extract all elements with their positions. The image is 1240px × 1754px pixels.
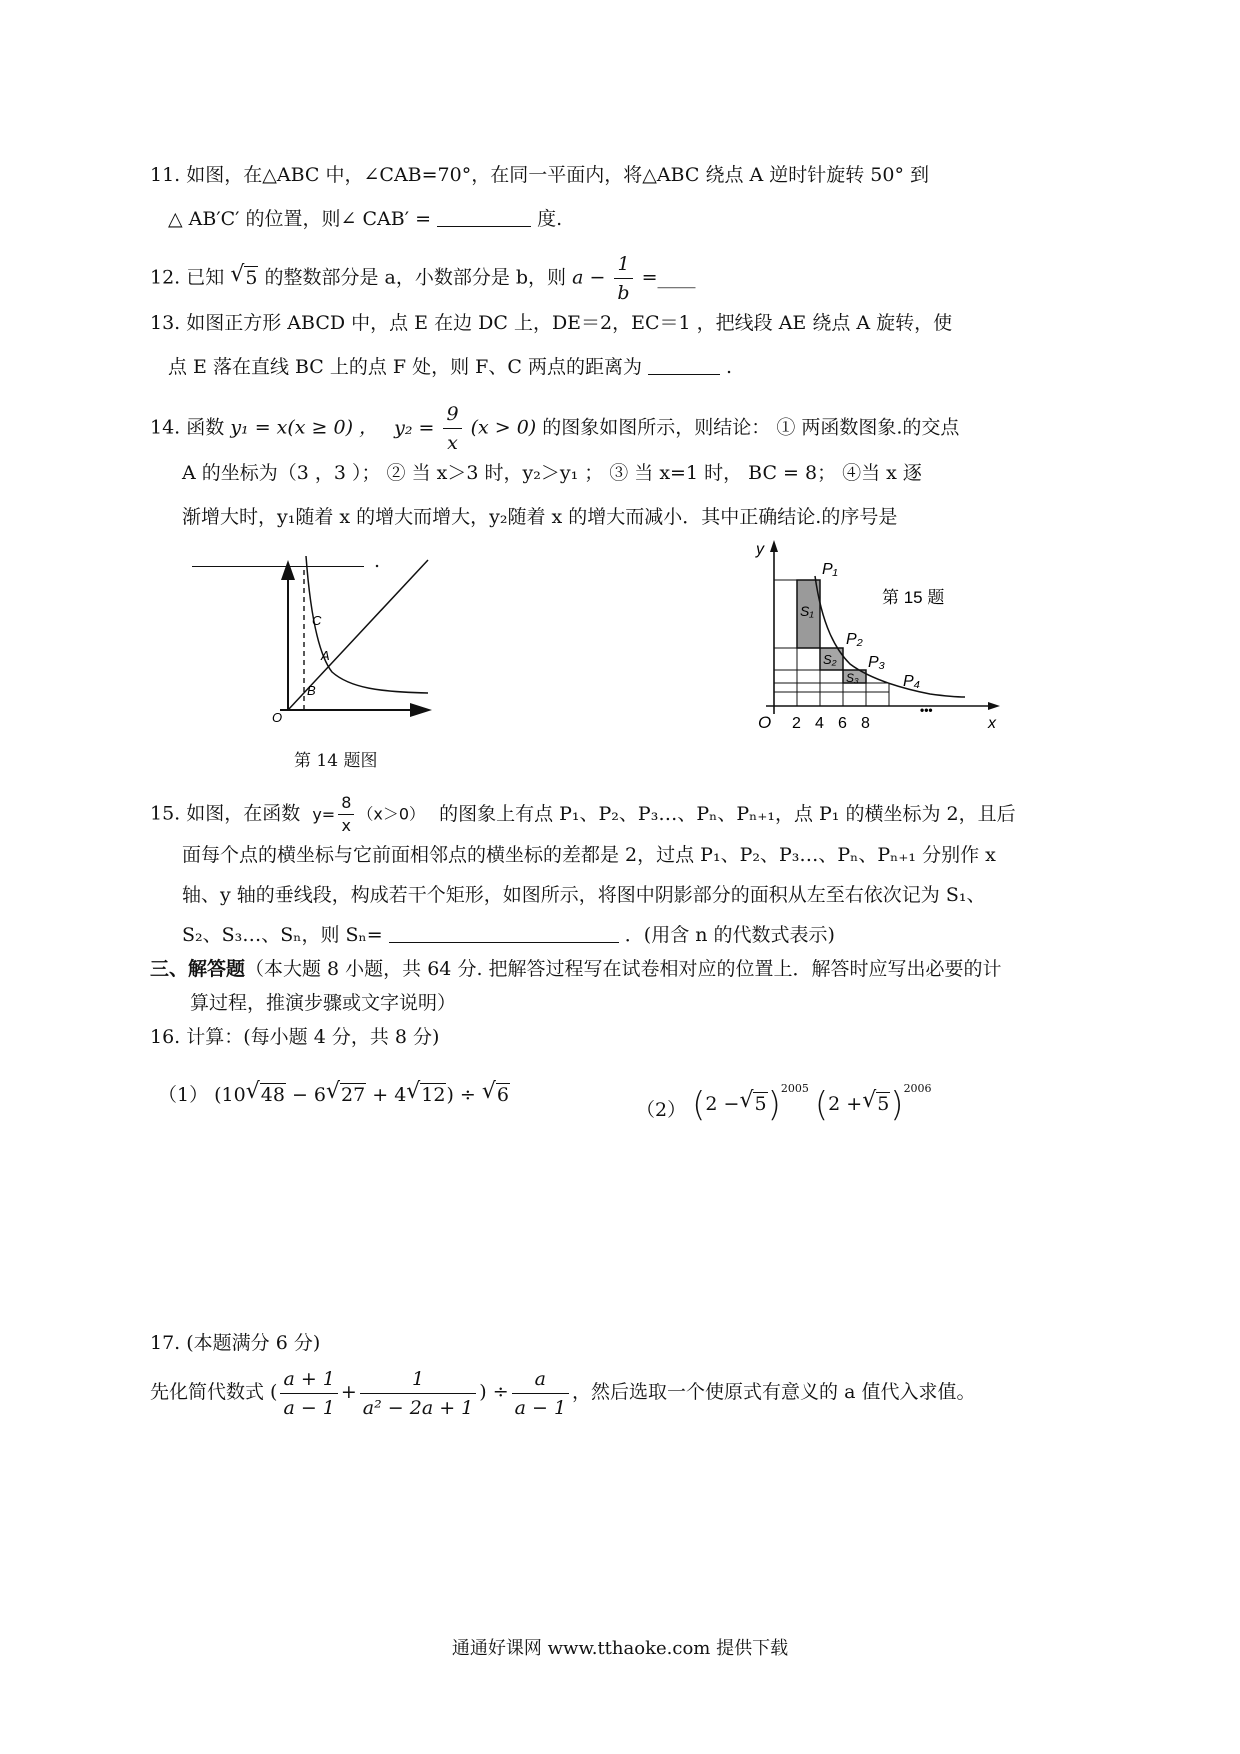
q14-cond: (x > 0) [470,416,537,439]
q16-radicand-6: 6 [496,1084,509,1106]
q11-line2 [168,206,562,232]
q17-f2-den: a² − 2a + 1 [362,1396,474,1419]
fig15-label-p1: P₁ [822,561,838,578]
q15-line4 [182,922,835,948]
q13-answer-blank[interactable] [648,354,720,375]
q14-line1 [150,400,959,457]
q11-line2-text: △ AB′C′ 的位置，则∠ CAB′ = [168,208,438,230]
q14-y2: y₂ = [394,416,435,439]
q17-f3-den: a − 1 [514,1396,567,1419]
q12-expr-a: a − [572,266,606,289]
q14-frac-den: x [447,432,458,454]
fig15-label-p3: P₃ [868,654,886,671]
q12-pre: 12. 已知 [150,266,225,289]
q16-sqrt-12 [406,1082,446,1108]
q11-line1: 11. 如图，在△ABC 中，∠CAB=70°，在同一平面内，将△ABC 绕点 A 逆时针旋转 50° 到 [150,164,930,186]
q16-sqrt-27 [326,1082,366,1108]
q14-fraction [443,400,461,457]
q12-mid: 的整数部分是 a，小数部分是 b，则 [264,266,567,289]
fig15-label-s2: S₂ [823,652,837,667]
fig15-tick-2: 2 [792,715,801,732]
q17-fraction-2 [360,1365,476,1422]
q16-part1 [158,1082,510,1108]
section3-header [150,956,1002,982]
fig15-label-o: O [758,713,772,732]
q12-frac-num: 1 [614,250,632,279]
q17-fraction-1 [280,1365,337,1422]
q15-tail: 的图象上有点 P₁、P₂、P₃…、Pₙ、Pₙ₊₁，点 P₁ 的横坐标为 2，且后 [439,802,1016,825]
q15-func: y= [312,804,336,824]
q13-line2-end: . [726,356,733,378]
section3-desc: （本大题 8 小题，共 64 分. 把解答过程写在试卷相对应的位置上．解答时应写出必要的计 [245,958,1002,980]
q16-part2-label: （2） [636,1099,687,1121]
fig15-label-x: x [988,715,996,732]
q16-title: 16. 计算：(每小题 4 分，共 8 分) [150,1026,440,1048]
q16-open: (10 [214,1084,246,1106]
q17-div: ) ÷ [479,1381,509,1403]
q16-base2: 2 + [828,1093,863,1115]
fig14-x-arrow [410,703,432,717]
q17-f1-den: a − 1 [283,1396,335,1419]
q12-line [150,250,696,307]
fig15-label-y: y [756,541,764,558]
q15-pre: 15. 如图，在函数 [150,802,301,825]
q14-blank-dot: . [374,550,381,572]
q15-cond: （x＞0） [357,804,426,824]
figure-14 [270,550,440,725]
q14-line2: A 的坐标为（3 ，3 ）； ② 当 x＞3 时，y₂＞y₁ ； ③ 当 x=1 时， BC = 8； ④当 x 逐 [182,462,922,484]
q16-paren-open-2: ( [814,1085,829,1125]
q16-paren-close-2: ) [890,1085,904,1125]
q12-fraction [614,250,632,307]
q13-line2-text: 点 E 落在直线 BC 上的点 F 处，则 F、C 两点的距离为 [168,356,642,378]
fig14-label-o: O [272,710,283,725]
q16-paren-close-1: ) [767,1085,781,1125]
q17-pre: 先化简代数式 ( [150,1381,278,1403]
q16-radicand-27: 27 [341,1084,366,1106]
fig14-y-arrow [281,560,295,580]
fig15-label-s1: S₁ [800,603,814,619]
q16-sqrt-5b [862,1091,890,1117]
q12-frac-den: b [617,282,630,304]
q13-line2 [168,354,732,380]
q14-pre: 14. 函数 [150,416,225,439]
q16-plus4: + 4 [366,1084,407,1106]
q11-line2-end: 度. [537,208,563,230]
page-footer: 通通好课网 www.tthaoke.com 提供下载 [451,1638,789,1659]
q12-radicand: 5 [245,266,258,289]
fig15-tick-4: 4 [815,715,824,732]
fig15-label-p4: P₄ [903,673,921,690]
q16-radicand-48: 48 [260,1084,285,1106]
q15-fraction [338,792,354,837]
fig15-label-p2: P₂ [846,631,863,648]
q11-answer-blank[interactable] [437,206,531,227]
q15-frac-den: x [341,816,352,835]
q12-sqrt [230,265,258,291]
q13-line1: 13. 如图正方形 ABCD 中，点 E 在边 DC 上，DE＝2，EC＝1 ，把线段 AE 绕点 A 旋转，使 [150,312,953,334]
q16-sqrt-5a [739,1091,767,1117]
q17-f3-num: a [512,1365,569,1394]
q16-radicand-5b: 5 [877,1093,890,1115]
q17-title: 17. (本题满分 6 分) [150,1332,321,1354]
fig15-label-s3: S₃ [846,671,859,685]
section3-title: 三、解答题 [150,958,246,980]
q16-base1: 2 − [705,1093,740,1115]
figure-15 [756,536,1010,748]
q15-line3: 轴、y 轴的垂线段，构成若干个矩形，如图所示，将图中阴影部分的面积从左至右依次记为 S₁、 [182,884,986,906]
q17-expression [150,1352,975,1432]
q15-line1 [150,792,1016,837]
q14-line3: 渐增大时，y₁随着 x 的增大而增大，y₂随着 x 的增大而减小．其中正确结论.的序号是 [182,506,898,528]
fig15-x-arrow [988,702,1000,710]
fig15-caption: 第 15 题 [882,588,945,607]
q14-y1: y₁ = x(x ≥ 0) ， [230,416,379,439]
fig14-label-a: A [321,648,330,663]
q16-close: ) ÷ [446,1084,476,1106]
q14-tail: 的图象如图所示，则结论： ① 两函数图象.的交点 [542,416,960,439]
q17-plus: + [340,1381,357,1403]
q15-line2: 面每个点的横坐标与它前面相邻点的横坐标的差都是 2，过点 P₁、P₂、P₃…、Pₙ、Pₙ₊₁ 分别作 x [182,844,996,866]
q16-radicand-5a: 5 [754,1093,767,1115]
q16-paren-open-1: ( [692,1085,706,1125]
fig14-label-b: B [307,683,316,698]
q14-frac-num: 9 [443,400,461,429]
q17-f2-num: 1 [360,1365,476,1394]
fig14-caption: 第 14 题图 [294,751,378,771]
q17-post: ，然后选取一个使原式有意义的 a 值代入求值。 [572,1381,976,1403]
q15-answer-blank[interactable] [389,922,619,943]
q16-exp-2005: 2005 [780,1082,809,1095]
q16-minus6: − 6 [285,1084,327,1106]
fig15-y-arrow [770,540,778,552]
q15-line4-end: ．(用含 n 的代数式表示) [624,924,835,946]
fig14-label-c: C [312,613,322,628]
q16-exp-2006: 2006 [903,1082,932,1095]
q12-post: =____ [641,266,696,289]
fig15-tick-6: 6 [838,715,847,732]
q16-radicand-12: 12 [421,1084,446,1106]
q15-frac-num: 8 [338,792,354,815]
section3-desc2: 算过程，推演步骤或文字说明） [190,992,457,1014]
q17-fraction-3 [512,1365,569,1422]
q16-sqrt-48 [246,1082,286,1108]
q17-f1-num: a + 1 [280,1365,337,1394]
q16-part2 [636,1076,932,1125]
q16-part1-label: （1） [158,1084,209,1106]
fig15-tick-8: 8 [861,715,870,732]
q16-sqrt-6 [482,1082,510,1108]
fig15-ellipsis: ••• [920,703,933,717]
q15-line4-text: S₂、S₃…、Sₙ，则 Sₙ= [182,924,383,946]
